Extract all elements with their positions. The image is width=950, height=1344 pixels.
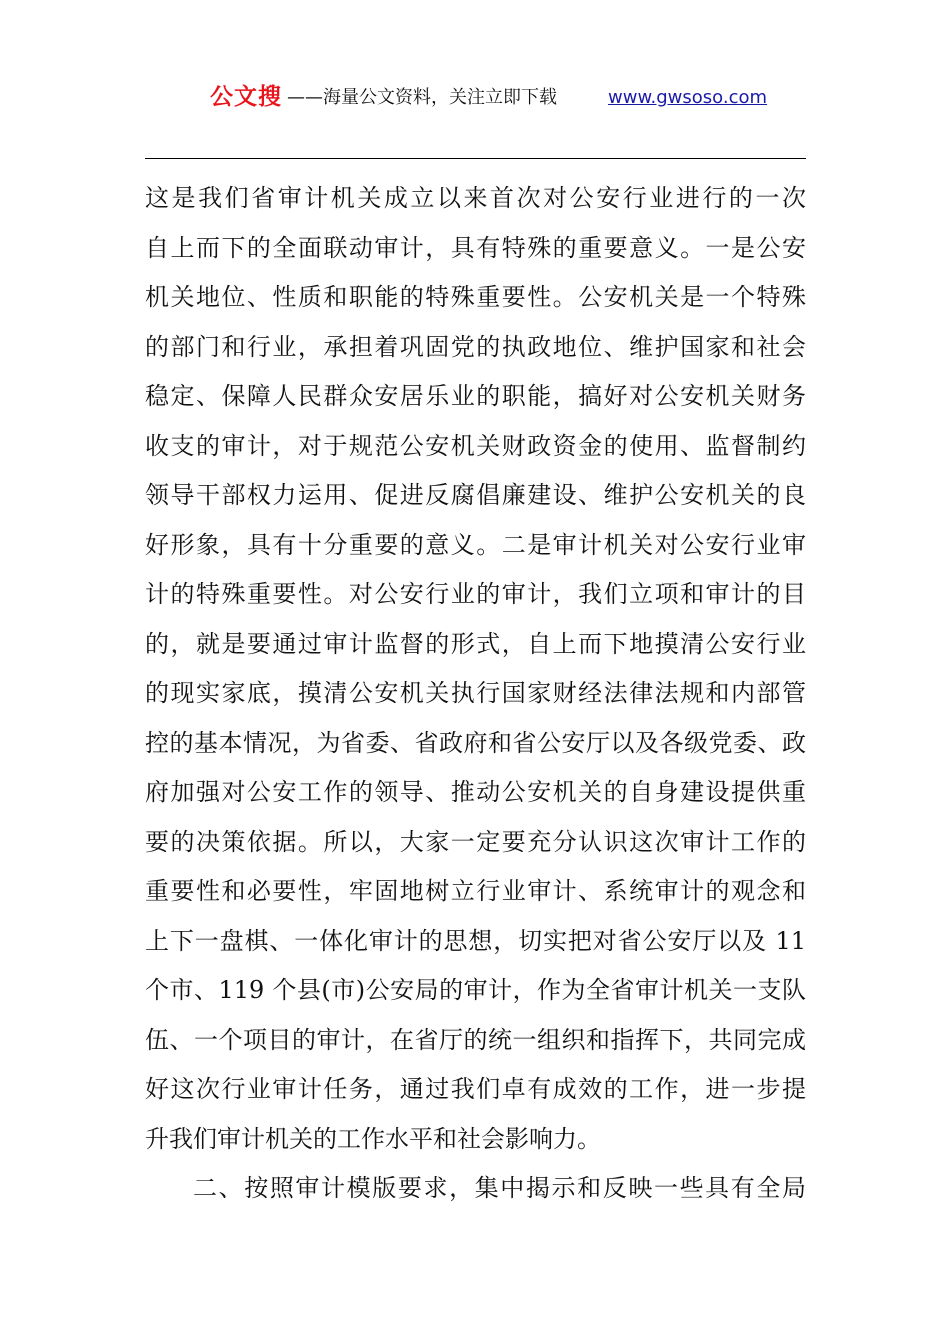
paragraph xyxy=(145,174,806,1164)
text-line: 稳定、保障人民群众安居乐业的职能，搞好对公安机关财务 xyxy=(145,382,806,410)
paragraph xyxy=(145,1164,806,1214)
header-tagline: ——海量公文资料，关注立即下载 xyxy=(287,87,557,108)
text-line: 领导干部权力运用、促进反腐倡廉建设、维护公安机关的良 xyxy=(145,481,806,509)
text-line: 收支的审计，对于规范公安机关财政资金的使用、监督制约 xyxy=(145,431,806,460)
text-line: 伍、一个项目的审计，在省厅的统一组织和指挥下，共同完成 xyxy=(145,1025,806,1054)
text-line: 府加强对公安工作的领导、推动公安机关的自身建设提供重 xyxy=(145,778,806,806)
page-header xyxy=(0,80,950,116)
text-line: 自上而下的全面联动审计，具有特殊的重要意义。一是公安 xyxy=(145,233,806,262)
text-line: 计的特殊重要性。对公安行业的审计，我们立项和审计的目 xyxy=(145,580,806,608)
text-line: 上下一盘棋、一体化审计的思想，切实把对省公安厅以及 11 xyxy=(145,926,806,955)
text-line: 的，就是要通过审计监督的形式，自上而下地摸清公安行业 xyxy=(145,629,806,658)
header-divider xyxy=(145,158,806,159)
text-line: 个市、119 个县(市)公安局的审计，作为全省审计机关一支队 xyxy=(145,976,806,1004)
text-line: 这是我们省审计机关成立以来首次对公安行业进行的一次 xyxy=(145,184,806,212)
text-line: 机关地位、性质和职能的特殊重要性。公安机关是一个特殊 xyxy=(145,283,806,311)
text-line: 二、按照审计模版要求，集中揭示和反映一些具有全局 xyxy=(193,1174,806,1202)
text-line: 重要性和必要性，牢固地树立行业审计、系统审计的观念和 xyxy=(145,877,806,905)
site-link[interactable]: www.gwsoso.com xyxy=(608,87,768,108)
text-line: 要的决策依据。所以，大家一定要充分认识这次审计工作的 xyxy=(145,827,806,856)
document-body xyxy=(145,174,806,1214)
text-line: 好这次行业审计任务，通过我们卓有成效的工作，进一步提 xyxy=(145,1075,806,1103)
text-line: 的现实家底，摸清公安机关执行国家财经法律法规和内部管 xyxy=(145,679,806,707)
text-line: 的部门和行业，承担着巩固党的执政地位、维护国家和社会 xyxy=(145,332,806,361)
text-line: 好形象，具有十分重要的意义。二是审计机关对公安行业审 xyxy=(145,530,806,559)
brand-logo-text: 公文搜 xyxy=(210,84,282,110)
text-line: 控的基本情况，为省委、省政府和省公安厅以及各级党委、政 xyxy=(145,728,806,757)
text-line: 升我们审计机关的工作水平和社会影响力。 xyxy=(145,1124,601,1153)
